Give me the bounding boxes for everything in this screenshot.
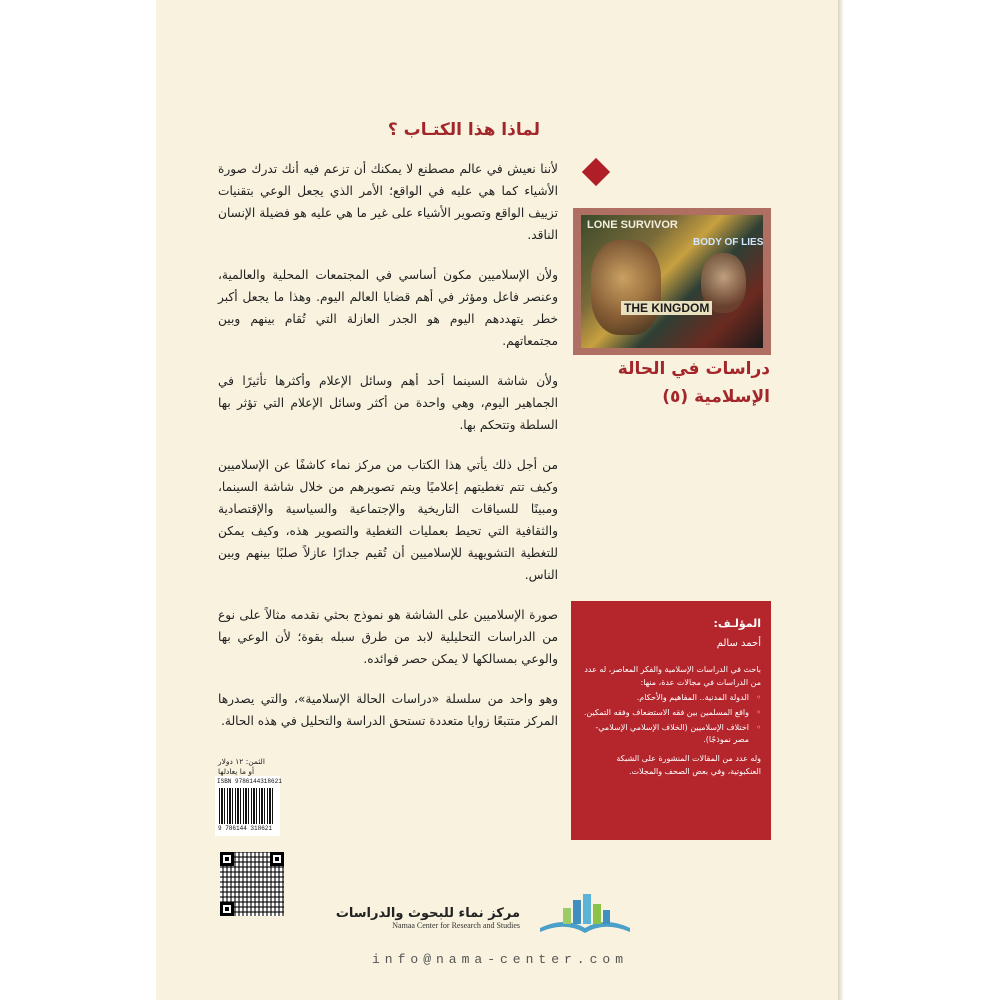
isbn-number: 9 786144 318621 [218, 825, 273, 832]
list-item: ◦ الدولة المدنية.. المفاهيم والأحكام. [581, 692, 761, 704]
paragraph: صورة الإسلاميين على الشاشة هو نموذج بحثي نقدمه مثالاً على نوع من الدراسات التحليلية لابد من طرق سبله بقوة؛ لأن الوعي بها والوعي بمسالكها لا يمكن حصر فوائده. [218, 608, 558, 666]
body-text [218, 158, 558, 750]
series-title-line: الإسلامية (٥) [662, 387, 770, 407]
publisher-name-ar: مركز نماء للبحوث والدراسات [335, 906, 520, 921]
actor-face-image [591, 240, 661, 335]
qr-finder-icon [220, 852, 234, 866]
poster-frame [573, 208, 771, 355]
paragraph: ولأن شاشة السينما أحد أهم وسائل الإعلام وأكثرها تأثيرًا في الجماهير اليوم، وهي واحدة من أكثر وسائل الإعلام التي تؤثر بها السلطة وتتحكم بها. [218, 374, 558, 432]
qr-code-icon [220, 852, 284, 916]
list-item: ◦ اختلاف الإسلاميين (الخلاف الإسلامي الإسلامي- مصر نموذجًا). [581, 722, 761, 746]
author-box [571, 601, 771, 840]
poster-title: LONE SURVIVOR [587, 219, 678, 231]
price-line: الثمن: ١٢ دولار [218, 757, 265, 766]
isbn-barcode [215, 776, 280, 836]
website-link[interactable]: info@nama-center.com [371, 952, 629, 967]
price-label [218, 757, 338, 777]
barcode-icon [219, 788, 273, 824]
paragraph: ولأن الإسلاميين مكون أساسي في المجتمعات المحلية والعالمية، وعنصر فاعل ومؤثر في أهم قضايا العالم اليوم. وهذا ما يجعل أكبر خطر يتهددهم اليوم هو الجدر العازلة التي تُقام بينهم وبين مجتمعاتهم. [218, 268, 558, 348]
publisher-name-en: Namaa Center for Research and Studies [392, 921, 520, 930]
publisher-name [335, 906, 520, 930]
paragraph: من أجل ذلك يأتي هذا الكتاب من مركز نماء كاشفًا عن الإسلاميين وكيف تتم تغطيتهم إعلاميًا ويتم تصويرهم من خلال شاشة السينما، ومبينًا للسياقات التاريخية والإجتماعية والسياسية والإقتصادية والثقافية التي تحيط بعمليات التغطية والتصوير هذه، وكيف يمكن للتغطية التشويهية للإسلاميين أن تُقيم جدارًا عازلاً صلبًا بينهم وبين الناس. [218, 458, 558, 582]
movie-poster-collage [581, 215, 763, 348]
series-title-line: دراسات في الحالة [617, 359, 770, 379]
poster-title: THE KINGDOM [621, 301, 712, 315]
spine-shadow [838, 0, 844, 1000]
paragraph: لأننا نعيش في عالم مصطنع لا يمكنك أن تزعم فيه أنك تدرك صورة الأشياء كما هي عليه في الواقع؛ الأمر الذي يجعل الوعي بتقنيات تزييف الواقع وتصوير الأشياء على غير ما هي عليه هو فضيلة الإنسان الناقد. [218, 162, 558, 242]
paragraph: وهو واحد من سلسلة «دراسات الحالة الإسلامية»، والتي يصدرها المركز متتبعًا زوايا متعددة تستحق الدراسة والتحليل في هذه الحالة. [218, 692, 558, 728]
price-line: أو ما يعادلها [218, 767, 255, 776]
publisher-logo-icon [535, 888, 635, 938]
poster-title: BODY OF LIES [693, 237, 763, 248]
isbn-label: ISBN 9786144318621 [217, 778, 282, 785]
qr-finder-icon [220, 902, 234, 916]
author-works-list [581, 692, 761, 746]
author-label: المؤلـف: [713, 617, 761, 630]
qr-finder-icon [270, 852, 284, 866]
section-heading: لماذا هذا الكتـاب ؟ [387, 120, 540, 140]
list-item: ◦ واقع المسلمين بين فقه الاستضعاف وفقه التمكين. [581, 707, 761, 719]
author-name: أحمد سالم [716, 638, 761, 649]
series-title [580, 355, 770, 411]
author-bio: باحث في الدراسات الإسلامية والفكر المعاصر، له عدد من الدراسات في مجالات عدة، منها: [584, 665, 761, 687]
author-footer: وله عدد من المقالات المنشورة على الشبكة العنكبوتية، وفي بعض الصحف والمجلات. [616, 754, 761, 776]
